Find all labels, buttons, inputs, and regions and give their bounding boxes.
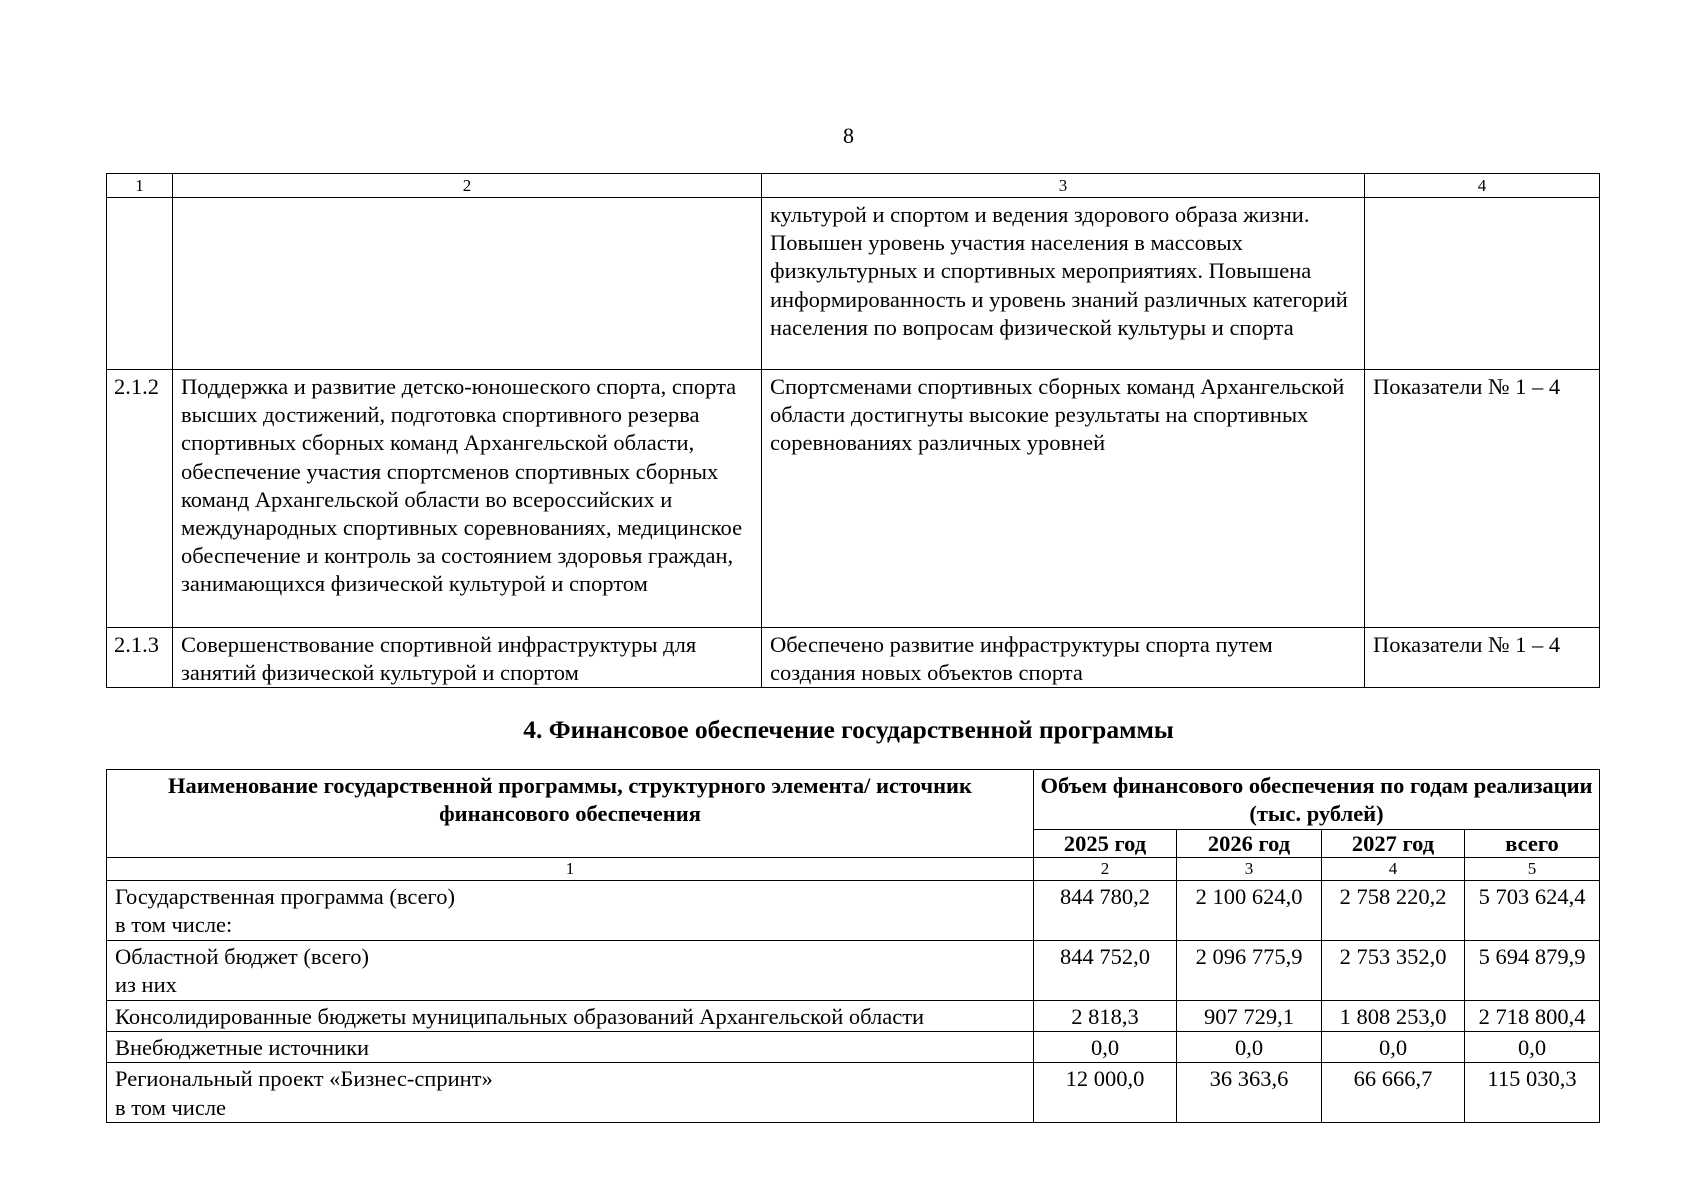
source-subnote: из них: [115, 972, 177, 998]
task-description: Поддержка и развитие детско-юношеского спорта, спорта высших достижений, подготовка спортивного резерва спортивных сборных команд Архангельской области, обеспечение участия спортсменов спортивных сборных команд Архангельской области во всероссийских и международных спортивных соревнованиях, медицинское обеспечение и контроль за состоянием здоровья граждан, занимающихся физической культурой и спортом: [173, 370, 762, 628]
task-indicators: [1365, 198, 1600, 370]
table-row: [107, 198, 1600, 370]
value-total: 5 694 879,9: [1465, 941, 1600, 1001]
value-total: 0,0: [1465, 1032, 1600, 1063]
value-2025: 844 780,2: [1034, 881, 1177, 941]
task-indicators: Показатели № 1 – 4: [1365, 628, 1600, 688]
task-result: культурой и спортом и ведения здорового образа жизни. Повышен уровень участия населения в массовых физкультурных и спортивных мероприятиях. Повышена информированность и уровень знаний различных категорий населения по вопросам физической культуры и спорта: [762, 198, 1365, 370]
column-number: 2: [1034, 858, 1177, 881]
table-row: [107, 1001, 1600, 1032]
value-2026: 36 363,6: [1177, 1063, 1322, 1123]
value-2027: 2 753 352,0: [1322, 941, 1465, 1001]
source-name-cell: [107, 941, 1034, 1001]
column-number: 4: [1322, 858, 1465, 881]
value-2026: 2 096 775,9: [1177, 941, 1322, 1001]
table-row: [107, 1032, 1600, 1063]
header-cell: 1: [107, 174, 173, 198]
source-name-cell: [107, 1063, 1034, 1123]
task-description: [173, 198, 762, 370]
source-name: Региональный проект «Бизнес-спринт»: [115, 1066, 493, 1092]
task-description: Совершенствование спортивной инфраструктуры для занятий физической культурой и спортом: [173, 628, 762, 688]
task-indicators: Показатели № 1 – 4: [1365, 370, 1600, 628]
table-row: [107, 1063, 1600, 1123]
tasks-table-header-row: [107, 174, 1600, 198]
financing-header-row: [107, 770, 1600, 830]
source-name: Государственная программа (всего): [115, 884, 455, 909]
table-row: [107, 628, 1600, 688]
value-2025: 12 000,0: [1034, 1063, 1177, 1123]
task-result: Обеспечено развитие инфраструктуры спорта путем создания новых объектов спорта: [762, 628, 1365, 688]
header-cell: 2: [173, 174, 762, 198]
table-row: [107, 881, 1600, 941]
column-number: 1: [107, 858, 1034, 881]
task-number: 2.1.2: [107, 370, 173, 628]
value-2025: 0,0: [1034, 1032, 1177, 1063]
financing-volume-header: Объем финансового обеспечения по годам реализации (тыс. рублей): [1034, 770, 1600, 830]
task-number: [107, 198, 173, 370]
source-name: Консолидированные бюджеты муниципальных образований Архангельской области: [107, 1001, 1034, 1032]
year-header: 2025 год: [1034, 830, 1177, 858]
value-2027: 1 808 253,0: [1322, 1001, 1465, 1032]
value-2027: 66 666,7: [1322, 1063, 1465, 1123]
column-number: 5: [1465, 858, 1600, 881]
task-number: 2.1.3: [107, 628, 173, 688]
column-number-row: [107, 858, 1600, 881]
header-cell: 4: [1365, 174, 1600, 198]
value-2027: 0,0: [1322, 1032, 1465, 1063]
value-2027: 2 758 220,2: [1322, 881, 1465, 941]
source-name-cell: [107, 881, 1034, 941]
column-number: 3: [1177, 858, 1322, 881]
year-header: 2026 год: [1177, 830, 1322, 858]
source-name: Внебюджетные источники: [107, 1032, 1034, 1063]
value-total: 2 718 800,4: [1465, 1001, 1600, 1032]
value-total: 115 030,3: [1465, 1063, 1600, 1123]
value-2026: 907 729,1: [1177, 1001, 1322, 1032]
year-header: 2027 год: [1322, 830, 1465, 858]
value-2026: 0,0: [1177, 1032, 1322, 1063]
source-subnote: в том числе: [115, 1094, 227, 1120]
table-row: [107, 370, 1600, 628]
table-row: [107, 941, 1600, 1001]
total-header: всего: [1465, 830, 1600, 858]
value-2025: 2 818,3: [1034, 1001, 1177, 1032]
value-2025: 844 752,0: [1034, 941, 1177, 1001]
tasks-table: [106, 173, 1600, 688]
financing-table: [106, 769, 1600, 1123]
task-result: Спортсменами спортивных сборных команд Архангельской области достигнуты высокие результаты на спортивных соревнованиях различных уровней: [762, 370, 1365, 628]
program-name-header: Наименование государственной программы, структурного элемента/ источник финансового обеспечения: [107, 770, 1034, 858]
source-name: Областной бюджет (всего): [115, 944, 370, 969]
value-2026: 2 100 624,0: [1177, 881, 1322, 941]
section-title: 4. Финансовое обеспечение государственной программы: [523, 715, 1174, 744]
page-number: 8: [843, 123, 854, 148]
source-subnote: в том числе:: [115, 912, 233, 938]
header-cell: 3: [762, 174, 1365, 198]
value-total: 5 703 624,4: [1465, 881, 1600, 941]
